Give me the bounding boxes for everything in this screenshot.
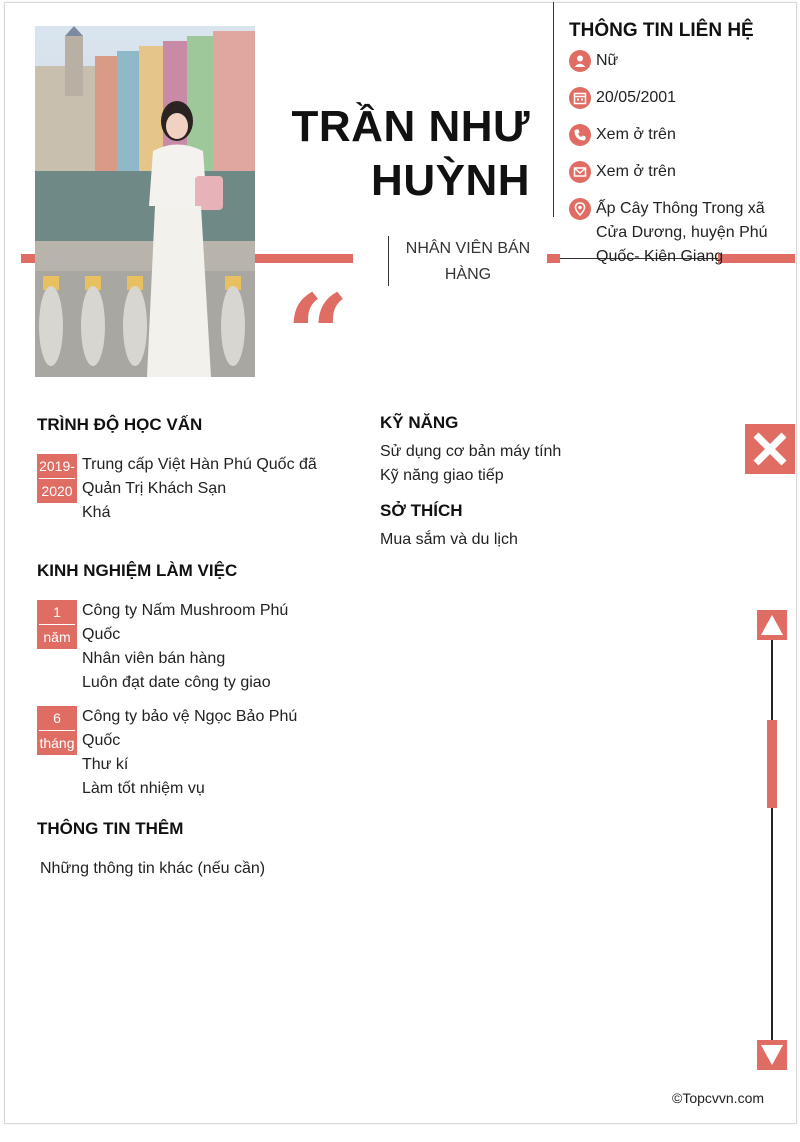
user-icon <box>569 50 591 72</box>
footer-credit: ©Topcvvn.com <box>672 1090 765 1106</box>
education-school: Trung cấp Việt Hàn Phú Quốc đã <box>82 456 317 473</box>
accent-bar-left <box>21 254 35 263</box>
close-button[interactable] <box>745 424 795 474</box>
close-icon <box>745 424 795 474</box>
experience-duration-number: 1 <box>53 604 61 620</box>
experience-title: KINH NGHIỆM LÀM VIỆC <box>37 561 238 580</box>
scroll-up-button[interactable] <box>757 610 787 640</box>
name-line-1: TRẦN NHƯ <box>291 102 530 151</box>
calendar-icon <box>569 87 591 109</box>
experience-entry <box>82 705 332 801</box>
education-date-badge <box>37 454 77 503</box>
additional-text: Những thông tin khác (nếu cần) <box>40 860 266 877</box>
name-line-2: HUỲNH <box>371 156 530 205</box>
quote-mark: “ <box>286 270 350 399</box>
accent-bar-middle <box>255 254 353 263</box>
accent-bar-right-start <box>547 254 560 263</box>
contact-address <box>569 197 779 269</box>
education-entry <box>82 453 332 525</box>
candidate-name <box>280 100 530 208</box>
scrollbar-track[interactable] <box>771 638 773 1043</box>
experience-company-cont: Quốc <box>82 626 121 643</box>
experience-company: Công ty Nấm Mushroom Phú <box>82 602 289 619</box>
envelope-icon <box>569 161 591 183</box>
education-major: Quản Trị Khách Sạn <box>82 480 227 497</box>
skills-list <box>380 440 561 488</box>
scroll-down-button[interactable] <box>757 1040 787 1070</box>
contact-divider <box>553 2 554 217</box>
education-title: TRÌNH ĐỘ HỌC VẤN <box>37 415 203 434</box>
hobbies-text: Mua sắm và du lịch <box>380 531 518 548</box>
skills-title: KỸ NĂNG <box>380 413 459 432</box>
experience-description: Làm tốt nhiệm vụ <box>82 780 205 797</box>
email-value: Xem ở trên <box>596 163 676 180</box>
experience-role: Nhân viên bán hàng <box>82 650 226 667</box>
address-value: Ấp Cây Thông Trong xã Cửa Dương, huyện Phú Quốc- Kiên Giang <box>596 200 768 265</box>
skill-item: Kỹ năng giao tiếp <box>380 467 504 484</box>
contact-email <box>569 160 779 184</box>
arrow-down-icon <box>757 1040 787 1070</box>
additional-title: THÔNG TIN THÊM <box>37 819 184 838</box>
education-grade: Khá <box>82 504 111 521</box>
scrollbar-thumb[interactable] <box>767 720 777 808</box>
phone-value: Xem ở trên <box>596 126 676 143</box>
experience-duration-unit: tháng <box>39 735 75 751</box>
experience-duration-unit: năm <box>43 629 71 645</box>
experience-role: Thư kí <box>82 756 129 773</box>
contact-title: THÔNG TIN LIÊN HỆ <box>569 20 754 41</box>
education-date-from: 2019- <box>39 458 75 474</box>
map-pin-icon <box>569 198 591 220</box>
hobbies-title: SỞ THÍCH <box>380 501 463 520</box>
position-line-1: NHÂN VIÊN BÁN <box>405 240 531 257</box>
contact-birthday <box>569 86 779 110</box>
gender-value: Nữ <box>596 52 619 69</box>
experience-company-cont: Quốc <box>82 732 121 749</box>
phone-icon <box>569 124 591 146</box>
profile-photo <box>35 26 255 377</box>
experience-entry <box>82 599 332 695</box>
experience-company: Công ty bảo vệ Ngọc Bảo Phú <box>82 708 298 725</box>
experience-description: Luôn đạt date công ty giao <box>82 674 271 691</box>
birthday-value: 20/05/2001 <box>596 89 677 106</box>
position-line-2: HÀNG <box>444 266 492 283</box>
contact-gender <box>569 49 779 73</box>
experience-duration-number: 6 <box>53 710 61 726</box>
experience-duration-badge <box>37 600 77 649</box>
arrow-up-icon <box>757 610 787 640</box>
experience-duration-badge <box>37 706 77 755</box>
contact-phone <box>569 123 779 147</box>
education-date-to: 2020 <box>41 483 73 499</box>
skill-item: Sử dụng cơ bản máy tính <box>380 443 562 460</box>
job-position <box>388 236 547 286</box>
